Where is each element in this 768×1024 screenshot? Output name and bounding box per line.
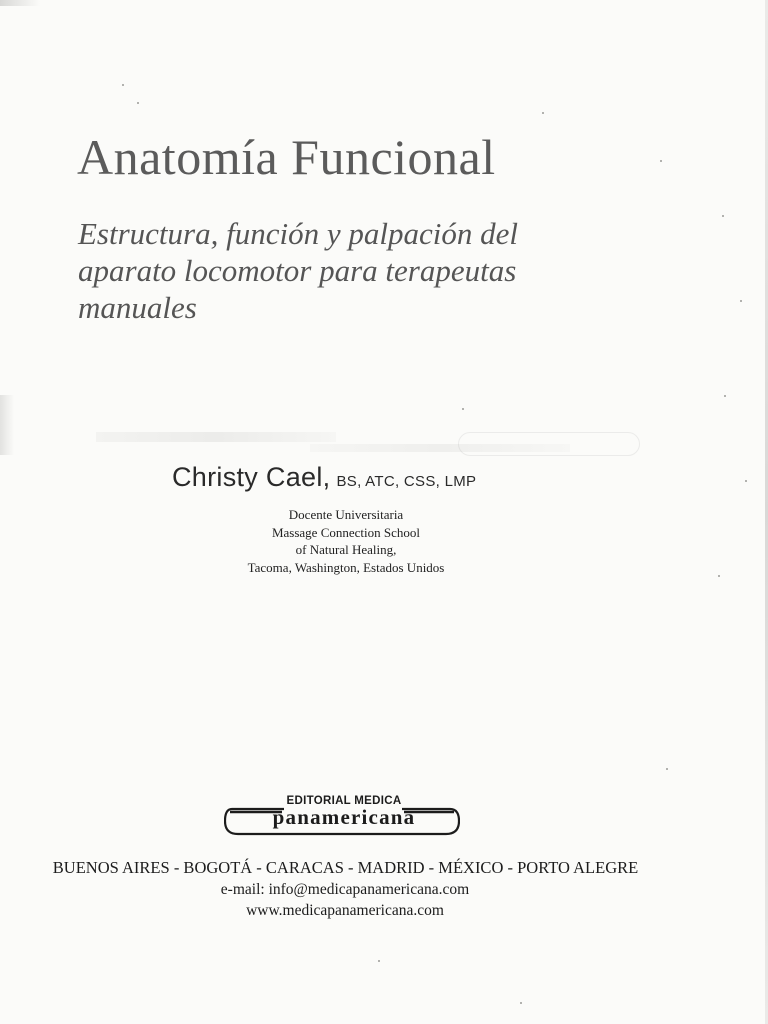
logo-editorial-text: EDITORIAL MEDICA: [286, 795, 402, 807]
book-subtitle: [78, 215, 638, 326]
subtitle-line: aparato locomotor para terapeutas: [78, 253, 517, 288]
scan-speck: [137, 102, 139, 104]
publisher-logo: [222, 794, 466, 842]
scan-speck: [660, 160, 662, 162]
author-line: [172, 462, 476, 493]
scan-speck: [542, 112, 544, 114]
author-name: Christy Cael,: [172, 462, 331, 492]
author-credentials: BS, ATC, CSS, LMP: [336, 473, 477, 490]
scan-speck: [724, 395, 726, 397]
affiliation-line: Massage Connection School: [271, 524, 421, 540]
author-affiliation: [200, 506, 492, 576]
scan-edge-artifact: [0, 0, 40, 6]
logo-brand-text: panamericana: [272, 805, 416, 829]
show-through-smudge: [96, 432, 336, 442]
scan-speck: [122, 84, 124, 86]
publisher-email: e-mail: info@medicapanamericana.com: [220, 881, 470, 898]
scan-speck: [718, 575, 720, 577]
scan-speck: [378, 960, 380, 962]
scan-speck: [745, 480, 747, 482]
affiliation-line: of Natural Healing,: [295, 542, 397, 557]
scan-speck: [740, 300, 742, 302]
scan-speck: [520, 1002, 522, 1004]
scan-speck: [666, 768, 668, 770]
affiliation-line: Tacoma, Washington, Estados Unidos: [247, 559, 445, 575]
show-through-smudge: [458, 432, 640, 456]
scan-speck: [722, 215, 724, 217]
subtitle-line: manuales: [78, 290, 197, 325]
scan-speck: [462, 408, 464, 410]
publisher-cities: BUENOS AIRES - BOGOTÁ - CARACAS - MADRID - MÉXICO - PORTO ALEGRE: [52, 858, 639, 877]
publisher-contact: [150, 879, 540, 921]
subtitle-line: Estructura, función y palpación del: [78, 216, 518, 251]
scan-edge-artifact: [0, 395, 14, 455]
publisher-website: www.medicapanamericana.com: [246, 902, 444, 919]
affiliation-line: Docente Universitaria: [288, 507, 404, 522]
book-title: Anatomía Funcional: [77, 129, 496, 185]
